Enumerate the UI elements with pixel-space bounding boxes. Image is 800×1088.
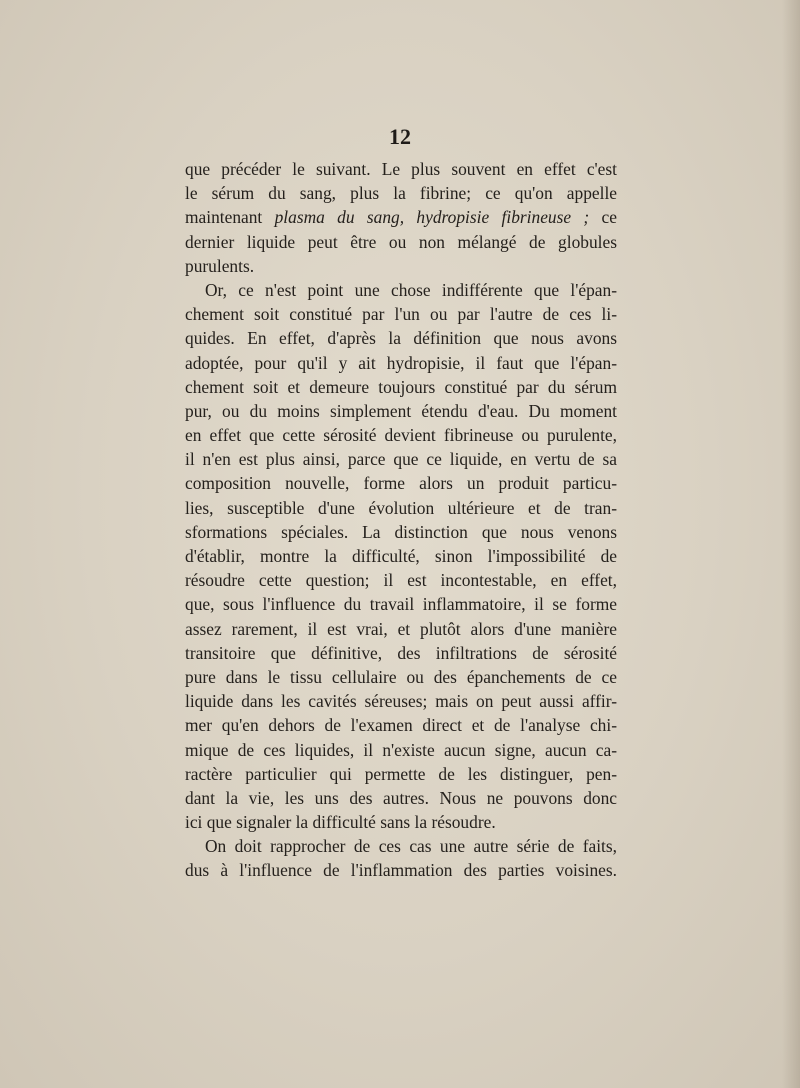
text-line <box>185 351 617 375</box>
text-line <box>185 520 617 544</box>
page-number: 12 <box>389 124 411 149</box>
text-line <box>185 834 617 858</box>
text-line <box>185 375 617 399</box>
text-line <box>185 326 617 350</box>
italic-text: plasma du sang, hydropisie fibrineuse ; <box>274 207 590 228</box>
text-line <box>185 496 617 520</box>
text-line <box>185 568 617 592</box>
text-line <box>185 181 617 205</box>
text-run: dus à l'influence de l'inflammation des parties voisines. <box>185 860 617 881</box>
text-run: mique de ces liquides, il n'existe aucun signe, aucun ca- <box>185 739 617 760</box>
text-run: lies, susceptible d'une évolution ultérieure et de tran- <box>185 497 617 518</box>
text-line <box>185 592 617 616</box>
text-run: adoptée, pour qu'il y ait hydropisie, il faut que l'épan- <box>185 352 617 373</box>
text-run: purulents. <box>185 255 255 276</box>
text-line <box>185 278 617 302</box>
text-line <box>185 302 617 326</box>
text-line <box>185 689 617 713</box>
text-run: On doit rapprocher de ces cas une autre série de faits, <box>205 836 617 857</box>
text-line <box>185 205 617 229</box>
text-run: que, sous l'influence du travail inflammatoire, il se forme <box>185 594 617 615</box>
text-line <box>185 157 617 181</box>
text-line <box>185 713 617 737</box>
text-line <box>185 810 617 834</box>
text-run: que précéder le suivant. Le plus souvent en effet c'est <box>185 159 617 179</box>
text-line <box>185 858 617 882</box>
text-run: ractère particulier qui permette de les distinguer, pen- <box>185 763 617 784</box>
text-run: sformations spéciales. La distinction que nous venons <box>185 521 617 542</box>
text-run: chement soit et demeure toujours constitué par du sérum <box>185 376 617 397</box>
text-line <box>185 786 617 810</box>
text-run: ici que signaler la difficulté sans la résoudre. <box>185 812 496 833</box>
text-run: pur, ou du moins simplement étendu d'eau. Du moment <box>185 400 617 421</box>
text-line <box>185 617 617 641</box>
text-line <box>185 399 617 423</box>
text-run: liquide dans les cavités séreuses; mais on peut aussi affir- <box>185 691 617 712</box>
text-line <box>185 544 617 568</box>
text-line <box>185 471 617 495</box>
text-run: résoudre cette question; il est incontestable, en effet, <box>185 570 617 591</box>
text-line <box>185 230 617 254</box>
text-run: maintenant <box>185 207 275 228</box>
text-run: dant la vie, les uns des autres. Nous ne pouvons donc <box>185 787 617 808</box>
text-line <box>185 423 617 447</box>
text-run: en effet que cette sérosité devient fibrineuse ou purulente, <box>185 425 617 446</box>
text-run: ce <box>589 207 617 228</box>
text-run: dernier liquide peut être ou non mélangé de globules <box>185 231 617 252</box>
text-line <box>185 738 617 762</box>
text-line <box>185 254 617 278</box>
text-line <box>185 641 617 665</box>
text-run: pure dans le tissu cellulaire ou des épanchements de ce <box>185 666 617 687</box>
text-run: transitoire que définitive, des infiltrations de sérosité <box>185 642 617 663</box>
text-run: composition nouvelle, forme alors un produit particu- <box>185 473 617 494</box>
text-run: mer qu'en dehors de l'examen direct et de l'analyse chi- <box>185 715 617 736</box>
text-run: assez rarement, il est vrai, et plutôt alors d'une manière <box>185 618 617 639</box>
text-line <box>185 665 617 689</box>
text-run: chement soit constitué par l'un ou par l'autre de ces li- <box>185 304 617 325</box>
text-run: quides. En effet, d'après la définition que nous avons <box>185 328 617 349</box>
text-run: le sérum du sang, plus la fibrine; ce qu'on appelle <box>185 183 617 204</box>
text-run: d'établir, montre la difficulté, sinon l'impossibilité de <box>185 546 617 566</box>
text-line <box>185 762 617 786</box>
body-text <box>185 157 617 883</box>
text-line <box>185 447 617 471</box>
text-run: il n'en est plus ainsi, parce que ce liquide, en vertu de sa <box>185 449 617 470</box>
text-run: Or, ce n'est point une chose indifférente que l'épan- <box>205 279 617 300</box>
